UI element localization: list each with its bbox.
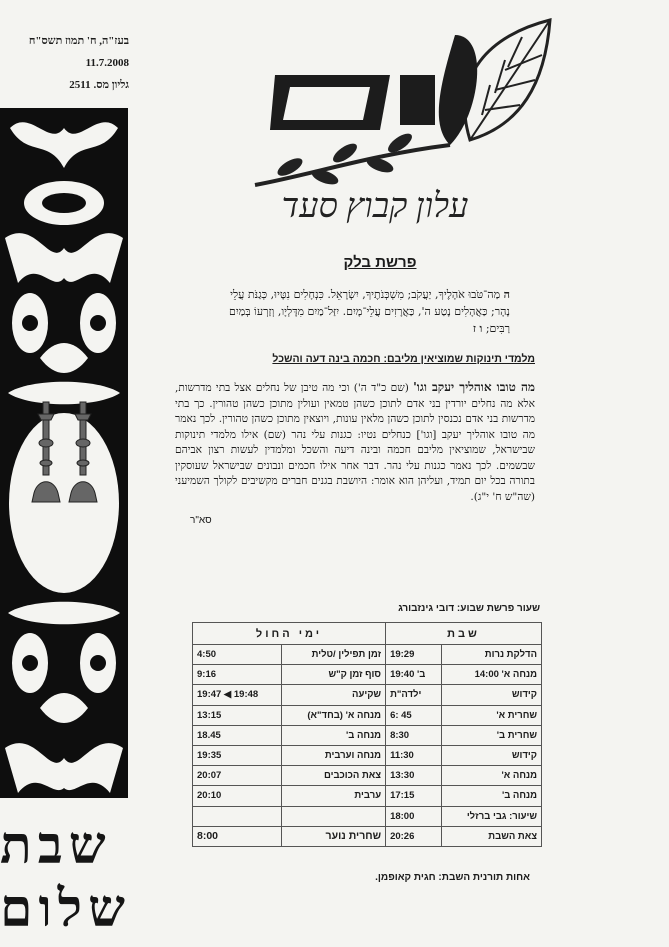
weekday-time-cell: 20:07	[193, 766, 282, 786]
bottom-word-shalom: שלום	[0, 878, 131, 939]
verse-block	[210, 286, 510, 337]
alim-logo	[250, 15, 560, 195]
shabbat-label-cell: קידוש	[442, 685, 542, 705]
shabbat-label-cell: שחרית ב'	[442, 725, 542, 745]
shabbat-header: שבת	[386, 623, 542, 645]
shabbat-time-cell: 6: 45	[386, 705, 442, 725]
weekday-time-cell: 4:50	[193, 645, 282, 665]
table-row	[193, 826, 542, 846]
bottom-word-shabbat: שבת	[0, 815, 112, 876]
shabbat-label-cell: מנחה א' 14:00	[442, 665, 542, 685]
shabbat-label-cell: מנחה ב'	[442, 786, 542, 806]
table-row	[193, 705, 542, 725]
shabbat-time-cell: 13:30	[386, 766, 442, 786]
weekday-time-cell: 13:15	[193, 705, 282, 725]
weekday-label-cell: מנחה וערבית	[281, 745, 385, 765]
issue-gregorian-date: 11.7.2008	[85, 57, 129, 69]
table-row	[193, 806, 542, 826]
shabbat-time-cell: 19:29	[386, 645, 442, 665]
shabbat-label-cell: הדלקת נרות	[442, 645, 542, 665]
verse-number: ה	[503, 288, 510, 301]
weekday-label-cell: ערבית	[281, 786, 385, 806]
weekday-label-cell: סוף זמן ק"ש	[281, 665, 385, 685]
table-row	[193, 766, 542, 786]
shabbat-label-cell: קידוש	[442, 745, 542, 765]
table-row	[193, 665, 542, 685]
verse-number: ז	[472, 322, 476, 335]
issue-hebrew-date: בעז"ה, ח' תמוז תשס"ח	[28, 35, 129, 47]
weekday-time-cell	[193, 806, 282, 826]
verse-number: ו	[479, 322, 483, 335]
footer-nurse-line: אחות תורנית השבת: חגית קאופמן.	[375, 872, 530, 883]
weekday-label-cell: זמן תפילין /טלית	[281, 645, 385, 665]
article-lead: מה טובו אוהליך יעקב וגו'	[413, 380, 535, 394]
article-body	[175, 380, 535, 505]
shabbat-time-cell: 8:30	[386, 725, 442, 745]
shabbat-time-cell: 17:15	[386, 786, 442, 806]
article-heading: מלמדי תינוקות שמוציאין מליבם: חכמה בינה דעה והשכל	[272, 353, 535, 365]
masthead-subtitle: עלון קבוץ סעד	[281, 188, 469, 225]
issue-number: גליון מס. 2511	[69, 79, 129, 91]
weekday-label-cell: מנחה ב'	[281, 725, 385, 745]
weekday-time-cell: 19:35	[193, 745, 282, 765]
weekday-header: ימי החול	[193, 623, 386, 645]
weekday-label-cell: צאת הכוכבים	[281, 766, 385, 786]
shabbat-label-cell: מנחה א'	[442, 766, 542, 786]
article-signoff: סא"ר	[190, 515, 212, 526]
shabbat-time-cell: 18:00	[386, 806, 442, 826]
table-row	[193, 685, 542, 705]
shabbat-label-cell: שיעור: גבי ברזלי	[442, 806, 542, 826]
table-row	[193, 786, 542, 806]
shabbat-time-cell: 20:26	[386, 826, 442, 846]
verse-text: מַה־טֹּבוּ אֹהָלֶיךָ, יַעֲקֹב; מִשְׁכְּנֹתֶיךָ, יִשְׂרָאֵל. כִּנְחָלִים נִטָּיוּ, כְּגַנֹּת עֲלֵי נָהָר; כַּאֲהָלִים נָטַע ה', כַּאֲרָזִים עֲלֵי־מָיִם. יִזַּל־מַיִם מִדָּלְיָו, וְזַרְעוֹ בְּמַיִם רַבִּים;	[228, 288, 510, 335]
weekday-time-cell: 9:16	[193, 665, 282, 685]
article-text: (שם כ"ד ה') וכי מה טיבן של נחלים אצל בתי מדרשות, אלא מה נחלים יורדין בני אדם לתוכן כשהן טמאין ועולין מתוכן כשהן טהורין. כך בתי מדרשות בני אדם נכנסין לתוכן כשהן מלאין עונות, ויוצאין מתוכן כשהן טהורין. לכך נאמר מה טובו אוהליך יעקב [וגו'] כנחלים נטיו: כגנות עלי נהר (שם) אילו מלמדי תינוקות שבישראל, שמוציאין מליבם חכמה ובינה דיעה והשכל ומלמדין לעשות רצון אביהם שבשמים. לכך נאמר כגנות עלי נהר. דבר אחר אילו חכמים ונבונים שבישראל שעוסקין בתורה בכל יום תמיד, ועליהן הוא אומר: היושבת בגנים חברים מקשיבים לקולך השמיעני (שה"ש ח' י"ג).	[175, 382, 535, 503]
parasha-title: פרשת בלק	[343, 254, 417, 271]
shabbat-time-cell: ב' 19:40	[386, 665, 442, 685]
shabbat-label-cell: שחרית א'	[442, 705, 542, 725]
prayer-schedule-table	[192, 622, 542, 847]
shabbat-time-cell: ילדה"ת	[386, 685, 442, 705]
table-row	[193, 725, 542, 745]
weekday-label-cell	[281, 806, 385, 826]
candlesticks-icon	[28, 398, 103, 508]
weekday-time-cell: 18.45	[193, 725, 282, 745]
shabbat-label-cell: צאת השבת	[442, 826, 542, 846]
table-row	[193, 745, 542, 765]
weekday-time-cell: 20:10	[193, 786, 282, 806]
weekday-time-cell: 8:00	[193, 826, 282, 846]
weekday-label-cell: שחרית נוער	[281, 826, 385, 846]
weekday-label-cell: מנחה א' (בחד"א)	[281, 705, 385, 725]
weekday-label-cell: שקיעה	[281, 685, 385, 705]
table-row	[193, 645, 542, 665]
table-header-row	[193, 623, 542, 645]
weekday-time-cell: 19:47 ◀ 19:48	[193, 685, 282, 705]
shabbat-time-cell: 11:30	[386, 745, 442, 765]
shiur-line: שעור פרשת שבוע: דובי גינזבורג	[398, 603, 540, 614]
